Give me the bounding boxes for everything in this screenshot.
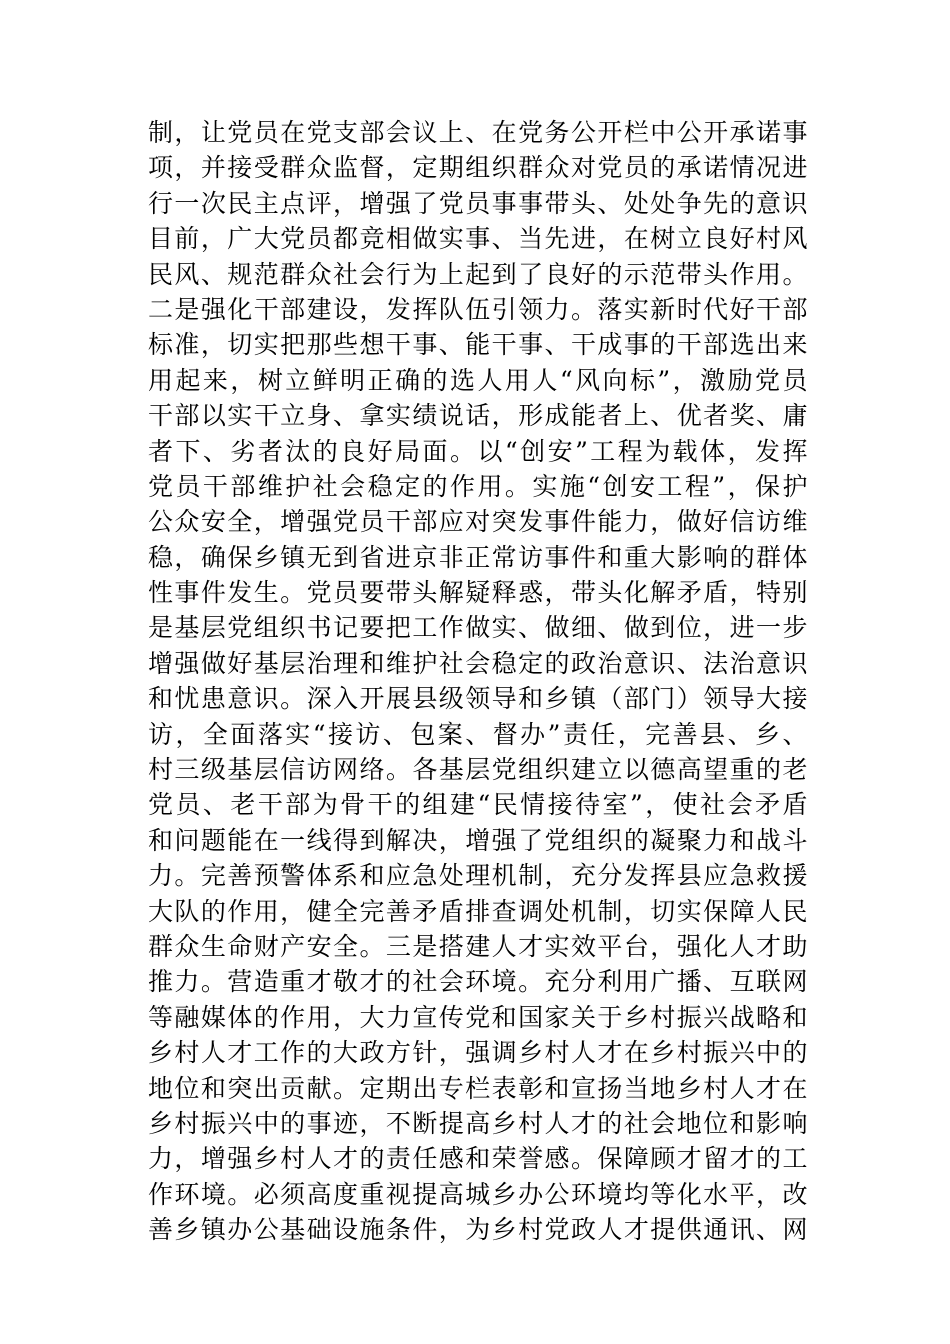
- text-line: 乡村人才工作的大政方针，强调乡村人才在乡村振兴中的: [148, 1038, 808, 1068]
- text-line: 力，增强乡村人才的责任感和荣誉感。保障顾才留才的工: [148, 1144, 808, 1174]
- text-line: 村三级基层信访网络。各基层党组织建立以德高望重的老: [148, 755, 808, 785]
- text-line: 地位和突出贡献。定期出专栏表彰和宣扬当地乡村人才在: [148, 1073, 808, 1103]
- text-line: 性事件发生。党员要带头解疑释惑，带头化解矛盾，特别: [148, 578, 808, 608]
- text-line: 善乡镇办公基础设施条件，为乡村党政人才提供通讯、网: [148, 1215, 808, 1245]
- text-line: 者下、劣者汰的良好局面。以“创安”工程为载体，发挥: [148, 436, 808, 466]
- text-line: 力。完善预警体系和应急处理机制，充分发挥县应急救援: [148, 861, 808, 891]
- text-line: 公众安全，增强党员干部应对突发事件能力，做好信访维: [148, 507, 808, 537]
- text-line: 和问题能在一线得到解决，增强了党组织的凝聚力和战斗: [148, 825, 808, 855]
- text-line: 作环境。必须高度重视提高城乡办公环境均等化水平，改: [148, 1179, 808, 1209]
- text-line: 群众生命财产安全。三是搭建人才实效平台，强化人才助: [148, 931, 808, 961]
- text-line: 是基层党组织书记要把工作做实、做细、做到位，进一步: [148, 613, 808, 643]
- text-line: 目前，广大党员都竞相做实事、当先进，在树立良好村风: [148, 224, 808, 254]
- text-line: 用起来，树立鲜明正确的选人用人“风向标”，激励党员: [148, 365, 808, 395]
- text-line: 等融媒体的作用，大力宣传党和国家关于乡村振兴战略和: [148, 1002, 808, 1032]
- text-line: 大队的作用，健全完善矛盾排查调处机制，切实保障人民: [148, 896, 808, 926]
- text-line: 二是强化干部建设，发挥队伍引领力。落实新时代好干部: [148, 294, 808, 324]
- text-line: 干部以实干立身、拿实绩说话，形成能者上、优者奖、庸: [148, 401, 808, 431]
- text-line: 稳，确保乡镇无到省进京非正常访事件和重大影响的群体: [148, 542, 808, 572]
- body-text: [148, 115, 808, 1248]
- text-line: 访，全面落实“接访、包案、督办”责任，完善县、乡、: [148, 719, 808, 749]
- text-line: 行一次民主点评，增强了党员事事带头、处处争先的意识: [148, 188, 808, 218]
- text-line: 推力。营造重才敬才的社会环境。充分利用广播、互联网: [148, 967, 808, 997]
- text-line: 项，并接受群众监督，定期组织群众对党员的承诺情况进: [148, 153, 808, 183]
- text-line: 党员干部维护社会稳定的作用。实施“创安工程”，保护: [148, 471, 808, 501]
- text-line: 标准，切实把那些想干事、能干事、干成事的干部选出来: [148, 330, 808, 360]
- text-line: 乡村振兴中的事迹，不断提高乡村人才的社会地位和影响: [148, 1108, 808, 1138]
- text-line: 增强做好基层治理和维护社会稳定的政治意识、法治意识: [148, 648, 808, 678]
- text-line: 党员、老干部为骨干的组建“民情接待室”，使社会矛盾: [148, 790, 808, 820]
- text-line: 民风、规范群众社会行为上起到了良好的示范带头作用。: [148, 259, 808, 289]
- text-line: 制，让党员在党支部会议上、在党务公开栏中公开承诺事: [148, 118, 808, 147]
- text-line: 和忧患意识。深入开展县级领导和乡镇（部门）领导大接: [148, 684, 808, 714]
